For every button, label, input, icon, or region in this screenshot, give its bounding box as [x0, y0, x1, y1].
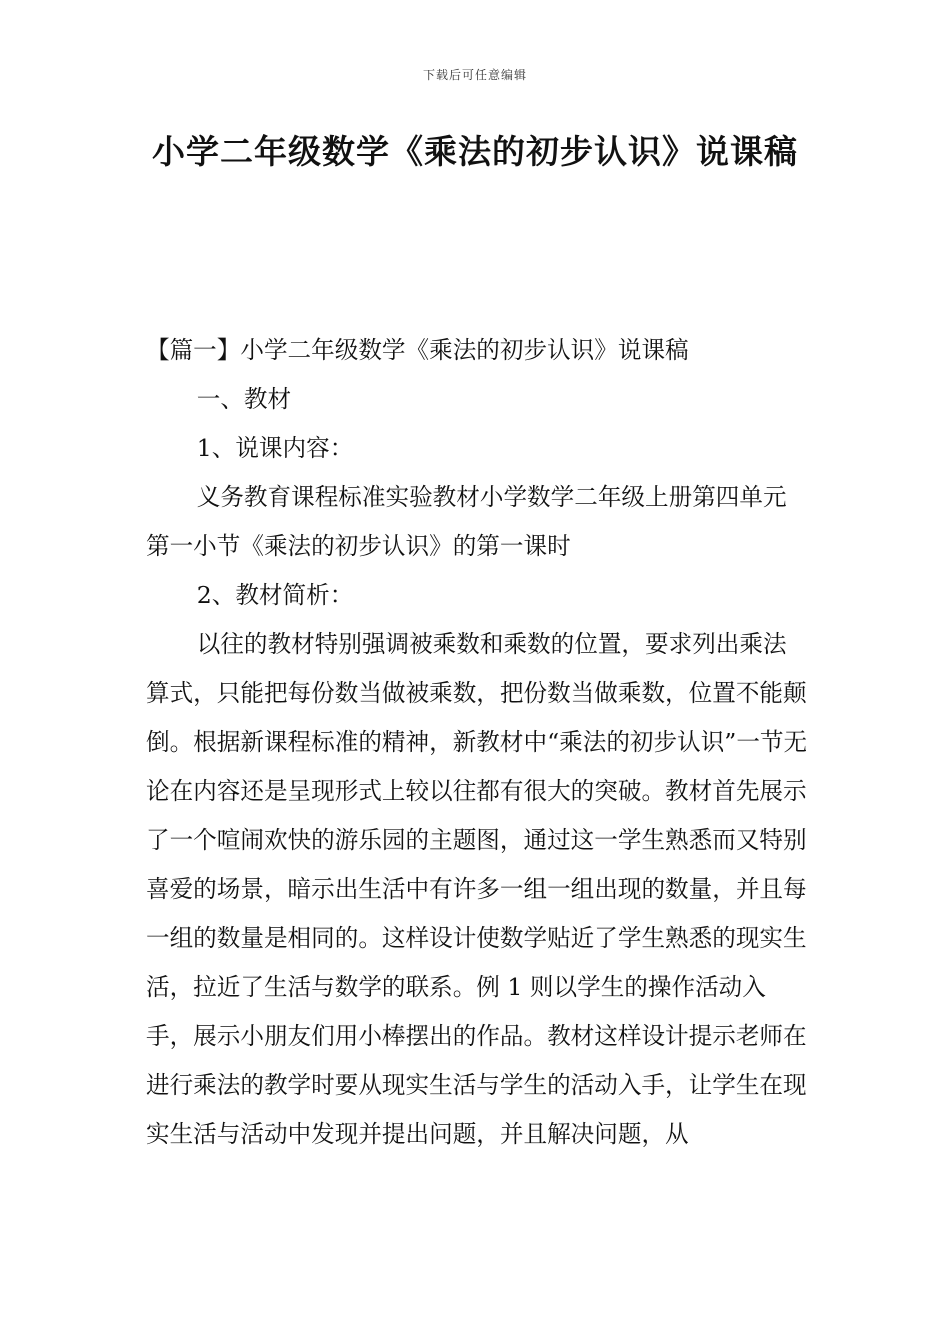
document-body — [146, 326, 808, 1159]
header-note: 下载后可任意编辑 — [422, 68, 527, 82]
document-title: 小学二年级数学《乘法的初步认识》说课稿 — [152, 132, 798, 171]
paragraph-lesson-content: 义务教育课程标准实验教材小学数学二年级上册第四单元第一小节《乘法的初步认识》的第一课时 — [146, 483, 787, 560]
item-heading-lesson-content: 1、说课内容： — [196, 434, 354, 462]
part-heading-textbook: 一、教材 — [196, 385, 292, 413]
section-heading: 【篇一】小学二年级数学《乘法的初步认识》说课稿 — [146, 336, 689, 364]
paragraph-textbook-analysis: 以往的教材特别强调被乘数和乘数的位置，要求列出乘法算式，只能把每份数当做被乘数，把份数当做乘数，位置不能颠倒。根据新课程标准的精神，新教材中“乘法的初步认识”一节无论在内容还是呈现形式上较以往都有很大的突破。教材首先展示了一个喧闹欢快的游乐园的主题图，通过这一学生熟悉而又特别喜爱的场景，暗示出生活中有许多一组一组出现的数量，并且每一组的数量是相同的。这样设计使数学贴近了学生熟悉的现实生活，拉近了生活与数学的联系。例 1 则以学生的操作活动入手，展示小朋友们用小棒摆出的作品。教材这样设计提示老师在进行乘法的教学时要从现实生活与学生的活动入手，让学生在现实生活与活动中发现并提出问题，并且解决问题，从 — [146, 630, 808, 1148]
item-heading-textbook-analysis: 2、教材简析： — [196, 581, 354, 609]
